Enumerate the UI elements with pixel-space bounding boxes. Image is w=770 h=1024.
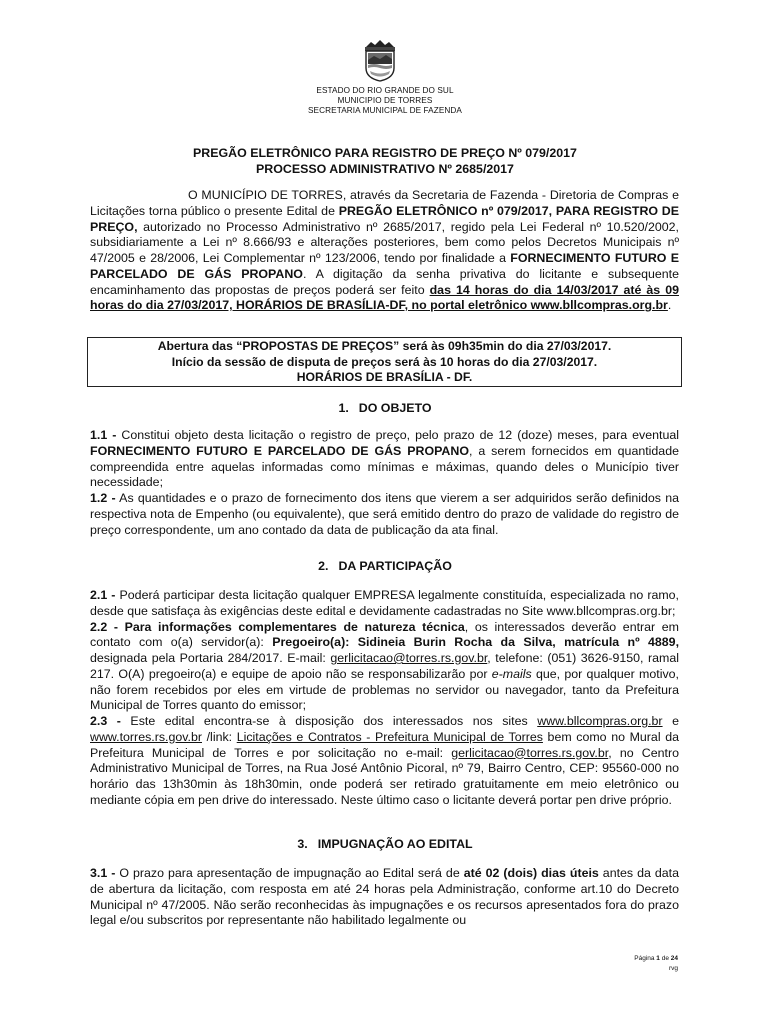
- clause-bold: FORNECIMENTO FUTURO E PARCELADO DE GÁS PROPANO: [90, 443, 469, 458]
- section-heading-2: [0, 558, 770, 574]
- page-label: de: [659, 955, 671, 962]
- page-current: 1: [656, 955, 660, 962]
- title-line-1: PREGÃO ELETRÔNICO PARA REGISTRO DE PREÇO Nº 079/2017: [193, 146, 577, 160]
- clause-bold: até 02 (dois) dias úteis: [463, 866, 599, 880]
- clause-label: 2.2 - Para informações complementares de natureza técnica: [90, 619, 465, 634]
- letterhead: [0, 86, 770, 116]
- clause-text: , a serem fornecidos em quantidade compreendida entre aquelas informadas como mínimas e máximas, quando deles o Município tiver necessidade;: [90, 443, 679, 490]
- clause-label: 2.1 -: [90, 588, 116, 602]
- section-number: 1.: [338, 401, 349, 415]
- clause-label: 1.2 -: [90, 491, 116, 505]
- section-1-body: [90, 428, 679, 538]
- notice-line-3: HORÁRIOS DE BRASÍLIA - DF.: [296, 370, 473, 384]
- paragraph-2-3: [90, 714, 679, 809]
- page-number: [634, 954, 678, 964]
- author-initials: rvg: [668, 965, 678, 972]
- clause-text: Este edital encontra-se à disposição dos interessados nos sites: [120, 714, 538, 728]
- paragraph-2-2: [90, 620, 679, 715]
- section-number: 3.: [297, 837, 308, 851]
- section-2-body: [90, 588, 679, 809]
- intro-text: .: [667, 298, 672, 313]
- clause-text: bem como no Mural da Prefeitura Municipal de Torres e por solicitação no e-mail:: [90, 729, 679, 760]
- page-total: 24: [670, 955, 678, 962]
- clause-text: As quantidades e o prazo de fornecimento dos itens que vierem a ser adquiridos serão definidos na respectiva nota de Empenho (ou equivalente), que será emitido dentro do prazo de validade do registro de preço correspondente, um ano contado da data de publicação da ata final.: [90, 491, 679, 537]
- page-footer: [634, 954, 678, 974]
- section-title: DA PARTICIPAÇÃO: [338, 559, 452, 573]
- page-label: Página: [634, 955, 657, 962]
- section-heading-1: [0, 400, 770, 416]
- clause-label: 2.3 -: [90, 714, 121, 728]
- email-link[interactable]: gerlicitacao@torres.rs.gov.br: [330, 651, 488, 665]
- email-link[interactable]: gerlicitacao@torres.rs.gov.br: [451, 745, 609, 760]
- clause-text: , telefone: (051) 3626-9150, ramal 217. O(A) pregoeiro(a) e equipe de apoio não se responsabilizarão por: [90, 651, 679, 681]
- section-3-body: [90, 866, 679, 929]
- paragraph-1-2: [90, 491, 679, 538]
- clause-label: 3.1 -: [90, 866, 116, 880]
- intro-text: autorizado no Processo Administrativo nº 2685/2017, regido pela Lei Federal nº 10.520/2002, subsidiariamente a Lei nº 8.666/93 e alterações posteriores, bem como pelos Decretos Municipais nº 47/2005 e 28/2006, Lei Complementar nº 123/2006, tendo por finalidade a: [90, 219, 679, 265]
- title-line-2: PROCESSO ADMINISTRATIVO Nº 2685/2017: [256, 162, 514, 176]
- intro-text: . A digitação da senha privativa do licitante e subsequente encaminhamento das propostas de preços poderá ser feito: [90, 266, 679, 297]
- section-title: DO OBJETO: [358, 401, 432, 415]
- clause-italic: e-mails: [491, 666, 532, 681]
- intro-paragraph: [90, 188, 679, 314]
- section-number: 2.: [318, 559, 329, 573]
- licitacoes-link[interactable]: Licitações e Contratos - Prefeitura Municipal de Torres: [236, 729, 543, 744]
- paragraph-1-1: [90, 428, 679, 491]
- bllcompras-link[interactable]: www.bllcompras.org.br: [537, 714, 663, 728]
- letterhead-municipality: MUNICIPIO DE TORRES: [337, 96, 433, 105]
- notice-line-2: Início da sessão de disputa de preços será às 10 horas do dia 27/03/2017.: [171, 354, 598, 369]
- municipal-crest-icon: [362, 38, 398, 82]
- section-heading-3: [0, 836, 770, 852]
- clause-text: , os interessados deverão entrar em contato com o(a) servidor(a):: [90, 619, 680, 650]
- intro-text: O MUNICÍPIO DE TORRES, através da Secretaria de Fazenda - Diretoria de Compras e Licitações torna público o presente Edital de: [90, 188, 679, 218]
- intro-deadline: das 14 horas do dia 14/03/2017 até às 09 horas do dia 27/03/2017, HORÁRIOS DE BRASÍLIA-DF, no portal eletrônico www.bllcompras.org.br: [90, 282, 679, 313]
- clause-text: que, por qualquer motivo, não forem recebidos por eles em virtude de problemas no servidor ou navegador, tanto da Prefeitura Municipal de Torres quanto do emissor;: [90, 666, 679, 713]
- letterhead-state: ESTADO DO RIO GRANDE DO SUL: [316, 86, 454, 95]
- letterhead-department: SECRETARIA MUNICIPAL DE FAZENDA: [308, 106, 462, 115]
- intro-bold-2: FORNECIMENTO FUTURO E PARCELADO DE GÁS PROPANO: [90, 251, 679, 281]
- document-title: [0, 145, 770, 177]
- torres-site-link[interactable]: www.torres.rs.gov.br: [90, 729, 202, 744]
- clause-text: Poderá participar desta licitação qualquer EMPRESA legalmente constituída, especializada no ramo, desde que satisfaça às exigências deste edital e devidamente cadastradas no Site www.bllcompras.org.br;: [90, 588, 679, 618]
- clause-text: e: [662, 714, 679, 728]
- notice-line-1: Abertura das “PROPOSTAS DE PREÇOS” será às 09h35min do dia 27/03/2017.: [157, 339, 612, 353]
- paragraph-3-1: [90, 866, 679, 929]
- clause-text: O prazo para apresentação de impugnação ao Edital será de: [115, 866, 464, 880]
- clause-text: , no Centro Administrativo Municipal de Torres, na Rua José Antônio Picoral, nº 79, Bairro Centro, CEP: 95560-000 no horário das 13h30min às 18h30min, onde poderá ser retirado gratuitamente em meio eletrônico ou mediante cópia em pen drive do interessado. Neste último caso o licitante deverá portar pen drive próprio.: [90, 745, 679, 807]
- intro-bold-1: PREGÃO ELETRÔNICO nº 079/2017, PARA REGISTRO DE PREÇO,: [90, 203, 679, 234]
- clause-label: 1.1 -: [90, 428, 117, 442]
- clause-text: /link:: [202, 729, 237, 744]
- paragraph-2-1: [90, 588, 679, 620]
- clause-text: Constitui objeto desta licitação o registro de preço, pelo prazo de 12 (doze) meses, para eventual: [116, 428, 679, 442]
- clause-bold: Pregoeiro(a): Sidineia Burin Rocha da Silva, matrícula nº 4889,: [272, 635, 680, 650]
- opening-notice-box: [87, 337, 682, 387]
- clause-text: antes da data de abertura da licitação, com resposta em até 24 horas pela Administração, conforme art.10 do Decreto Municipal nº 47/2005. Não serão reconhecidas às impugnações e os recursos apresentados fora do prazo legal e/ou subscritos por representante não habilitado legalmente ou: [90, 866, 679, 928]
- section-title: IMPUGNAÇÃO AO EDITAL: [317, 837, 473, 851]
- clause-text: designada pela Portaria 284/2017. E-mail:: [90, 651, 331, 665]
